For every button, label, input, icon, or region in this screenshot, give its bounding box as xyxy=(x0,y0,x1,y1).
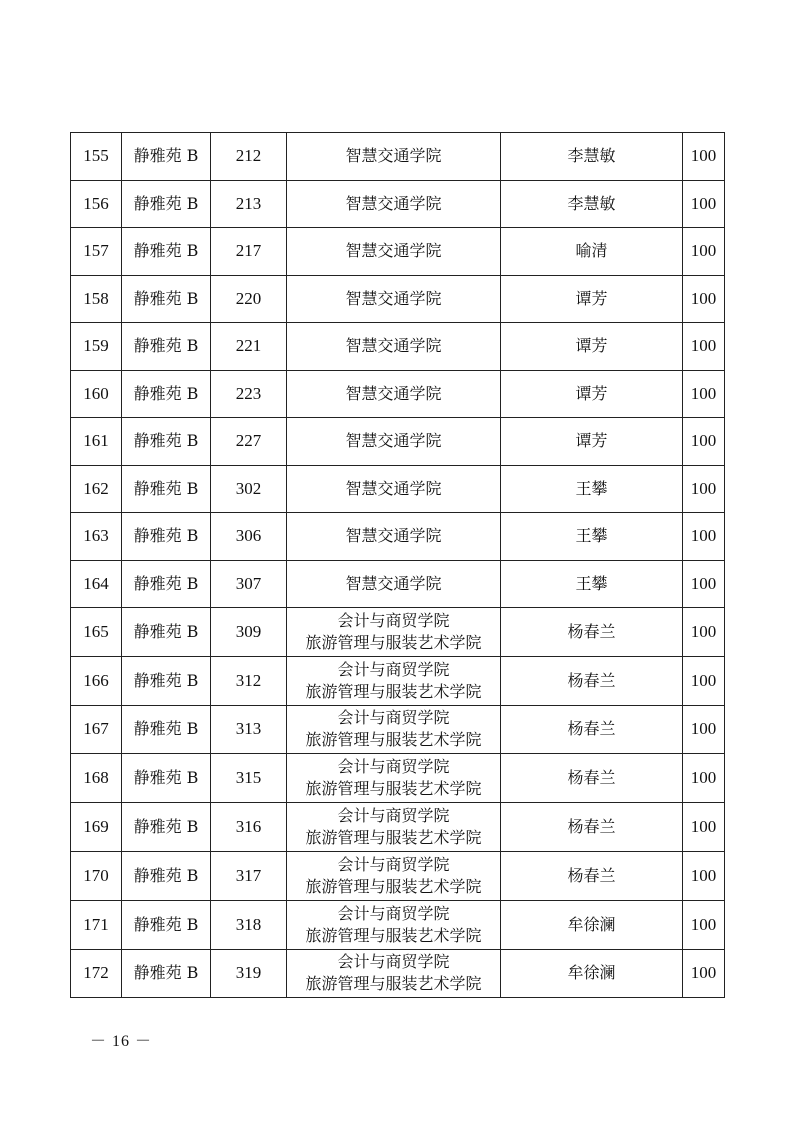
score-cell: 100 xyxy=(683,418,725,466)
score-cell: 100 xyxy=(683,705,725,754)
responsible-person-cell: 牟徐澜 xyxy=(501,900,683,949)
score-cell: 100 xyxy=(683,754,725,803)
inspection-table xyxy=(70,132,725,998)
college-name-line: 会计与商贸学院 xyxy=(337,854,450,874)
college-name-line: 智慧交通学院 xyxy=(345,146,442,166)
college-name-line: 旅游管理与服装艺术学院 xyxy=(305,925,482,945)
building-cell: 静雅苑 B xyxy=(122,803,211,852)
room-number-cell: 318 xyxy=(211,900,287,949)
table-row xyxy=(71,900,725,949)
college-name-line: 会计与商贸学院 xyxy=(337,806,450,826)
table-row xyxy=(71,705,725,754)
responsible-person-cell: 杨春兰 xyxy=(501,656,683,705)
score-cell: 100 xyxy=(683,180,725,228)
building-cell: 静雅苑 B xyxy=(122,608,211,657)
college-cell xyxy=(287,418,501,466)
building-cell: 静雅苑 B xyxy=(122,133,211,181)
college-cell xyxy=(287,656,501,705)
room-number-cell: 315 xyxy=(211,754,287,803)
college-cell xyxy=(287,323,501,371)
college-name-line: 旅游管理与服装艺术学院 xyxy=(305,681,482,701)
row-number-cell: 171 xyxy=(71,900,122,949)
score-cell: 100 xyxy=(683,133,725,181)
college-name-line: 智慧交通学院 xyxy=(345,526,442,546)
building-cell: 静雅苑 B xyxy=(122,656,211,705)
room-number-cell: 306 xyxy=(211,513,287,561)
row-number-cell: 165 xyxy=(71,608,122,657)
table-body xyxy=(71,133,725,998)
responsible-person-cell: 王攀 xyxy=(501,513,683,561)
row-number-cell: 162 xyxy=(71,465,122,513)
building-cell: 静雅苑 B xyxy=(122,754,211,803)
room-number-cell: 307 xyxy=(211,560,287,608)
table-row xyxy=(71,608,725,657)
room-number-cell: 212 xyxy=(211,133,287,181)
responsible-person-cell: 李慧敏 xyxy=(501,133,683,181)
college-cell xyxy=(287,513,501,561)
responsible-person-cell: 牟徐澜 xyxy=(501,949,683,998)
responsible-person-cell: 谭芳 xyxy=(501,418,683,466)
college-name-line: 智慧交通学院 xyxy=(345,478,442,498)
table-row xyxy=(71,180,725,228)
table-row xyxy=(71,418,725,466)
building-cell: 静雅苑 B xyxy=(122,900,211,949)
college-name-line: 智慧交通学院 xyxy=(345,383,442,403)
college-cell xyxy=(287,949,501,998)
table-row xyxy=(71,851,725,900)
college-cell xyxy=(287,133,501,181)
building-cell: 静雅苑 B xyxy=(122,513,211,561)
inspection-table-container xyxy=(70,132,724,998)
room-number-cell: 319 xyxy=(211,949,287,998)
table-row xyxy=(71,370,725,418)
room-number-cell: 309 xyxy=(211,608,287,657)
building-cell: 静雅苑 B xyxy=(122,560,211,608)
college-name-line: 旅游管理与服装艺术学院 xyxy=(305,632,482,652)
score-cell: 100 xyxy=(683,949,725,998)
table-row xyxy=(71,803,725,852)
building-cell: 静雅苑 B xyxy=(122,851,211,900)
row-number-cell: 167 xyxy=(71,705,122,754)
college-name-line: 智慧交通学院 xyxy=(345,431,442,451)
table-row xyxy=(71,323,725,371)
college-cell xyxy=(287,851,501,900)
score-cell: 100 xyxy=(683,228,725,276)
college-cell xyxy=(287,608,501,657)
building-cell: 静雅苑 B xyxy=(122,180,211,228)
responsible-person-cell: 谭芳 xyxy=(501,275,683,323)
college-name-line: 会计与商贸学院 xyxy=(337,952,450,972)
building-cell: 静雅苑 B xyxy=(122,705,211,754)
building-cell: 静雅苑 B xyxy=(122,418,211,466)
college-name-line: 会计与商贸学院 xyxy=(337,659,450,679)
score-cell: 100 xyxy=(683,608,725,657)
college-name-line: 旅游管理与服装艺术学院 xyxy=(305,730,482,750)
row-number-cell: 169 xyxy=(71,803,122,852)
page-number: － 16 － xyxy=(90,1033,153,1050)
responsible-person-cell: 杨春兰 xyxy=(501,851,683,900)
room-number-cell: 217 xyxy=(211,228,287,276)
college-name-line: 智慧交通学院 xyxy=(345,288,442,308)
responsible-person-cell: 谭芳 xyxy=(501,370,683,418)
room-number-cell: 213 xyxy=(211,180,287,228)
college-name-line: 智慧交通学院 xyxy=(345,193,442,213)
college-name-line: 会计与商贸学院 xyxy=(337,903,450,923)
responsible-person-cell: 王攀 xyxy=(501,465,683,513)
score-cell: 100 xyxy=(683,560,725,608)
score-cell: 100 xyxy=(683,851,725,900)
score-cell: 100 xyxy=(683,513,725,561)
score-cell: 100 xyxy=(683,803,725,852)
college-cell xyxy=(287,560,501,608)
score-cell: 100 xyxy=(683,275,725,323)
building-cell: 静雅苑 B xyxy=(122,228,211,276)
college-name-line: 会计与商贸学院 xyxy=(337,708,450,728)
college-cell xyxy=(287,705,501,754)
college-cell xyxy=(287,900,501,949)
college-cell xyxy=(287,370,501,418)
score-cell: 100 xyxy=(683,656,725,705)
building-cell: 静雅苑 B xyxy=(122,465,211,513)
score-cell: 100 xyxy=(683,465,725,513)
responsible-person-cell: 王攀 xyxy=(501,560,683,608)
row-number-cell: 172 xyxy=(71,949,122,998)
room-number-cell: 317 xyxy=(211,851,287,900)
building-cell: 静雅苑 B xyxy=(122,949,211,998)
row-number-cell: 158 xyxy=(71,275,122,323)
room-number-cell: 227 xyxy=(211,418,287,466)
room-number-cell: 302 xyxy=(211,465,287,513)
college-name-line: 会计与商贸学院 xyxy=(337,757,450,777)
room-number-cell: 223 xyxy=(211,370,287,418)
table-row xyxy=(71,560,725,608)
responsible-person-cell: 杨春兰 xyxy=(501,803,683,852)
room-number-cell: 221 xyxy=(211,323,287,371)
row-number-cell: 159 xyxy=(71,323,122,371)
row-number-cell: 164 xyxy=(71,560,122,608)
row-number-cell: 160 xyxy=(71,370,122,418)
row-number-cell: 170 xyxy=(71,851,122,900)
college-name-line: 智慧交通学院 xyxy=(345,573,442,593)
row-number-cell: 168 xyxy=(71,754,122,803)
row-number-cell: 161 xyxy=(71,418,122,466)
table-row xyxy=(71,275,725,323)
responsible-person-cell: 杨春兰 xyxy=(501,608,683,657)
table-row xyxy=(71,465,725,513)
responsible-person-cell: 谭芳 xyxy=(501,323,683,371)
table-row xyxy=(71,133,725,181)
building-cell: 静雅苑 B xyxy=(122,275,211,323)
college-name-line: 旅游管理与服装艺术学院 xyxy=(305,779,482,799)
building-cell: 静雅苑 B xyxy=(122,323,211,371)
college-name-line: 旅游管理与服装艺术学院 xyxy=(305,974,482,994)
room-number-cell: 220 xyxy=(211,275,287,323)
college-cell xyxy=(287,803,501,852)
responsible-person-cell: 李慧敏 xyxy=(501,180,683,228)
college-name-line: 会计与商贸学院 xyxy=(337,610,450,630)
college-name-line: 智慧交通学院 xyxy=(345,241,442,261)
score-cell: 100 xyxy=(683,900,725,949)
responsible-person-cell: 杨春兰 xyxy=(501,705,683,754)
college-cell xyxy=(287,754,501,803)
building-cell: 静雅苑 B xyxy=(122,370,211,418)
college-cell xyxy=(287,180,501,228)
score-cell: 100 xyxy=(683,370,725,418)
college-cell xyxy=(287,465,501,513)
table-row xyxy=(71,656,725,705)
row-number-cell: 163 xyxy=(71,513,122,561)
row-number-cell: 156 xyxy=(71,180,122,228)
row-number-cell: 155 xyxy=(71,133,122,181)
row-number-cell: 166 xyxy=(71,656,122,705)
college-cell xyxy=(287,228,501,276)
college-cell xyxy=(287,275,501,323)
college-name-line: 旅游管理与服装艺术学院 xyxy=(305,828,482,848)
responsible-person-cell: 杨春兰 xyxy=(501,754,683,803)
room-number-cell: 313 xyxy=(211,705,287,754)
table-row xyxy=(71,754,725,803)
table-row xyxy=(71,228,725,276)
room-number-cell: 316 xyxy=(211,803,287,852)
responsible-person-cell: 喻清 xyxy=(501,228,683,276)
room-number-cell: 312 xyxy=(211,656,287,705)
college-name-line: 旅游管理与服装艺术学院 xyxy=(305,876,482,896)
table-row xyxy=(71,949,725,998)
table-row xyxy=(71,513,725,561)
college-name-line: 智慧交通学院 xyxy=(345,336,442,356)
score-cell: 100 xyxy=(683,323,725,371)
row-number-cell: 157 xyxy=(71,228,122,276)
